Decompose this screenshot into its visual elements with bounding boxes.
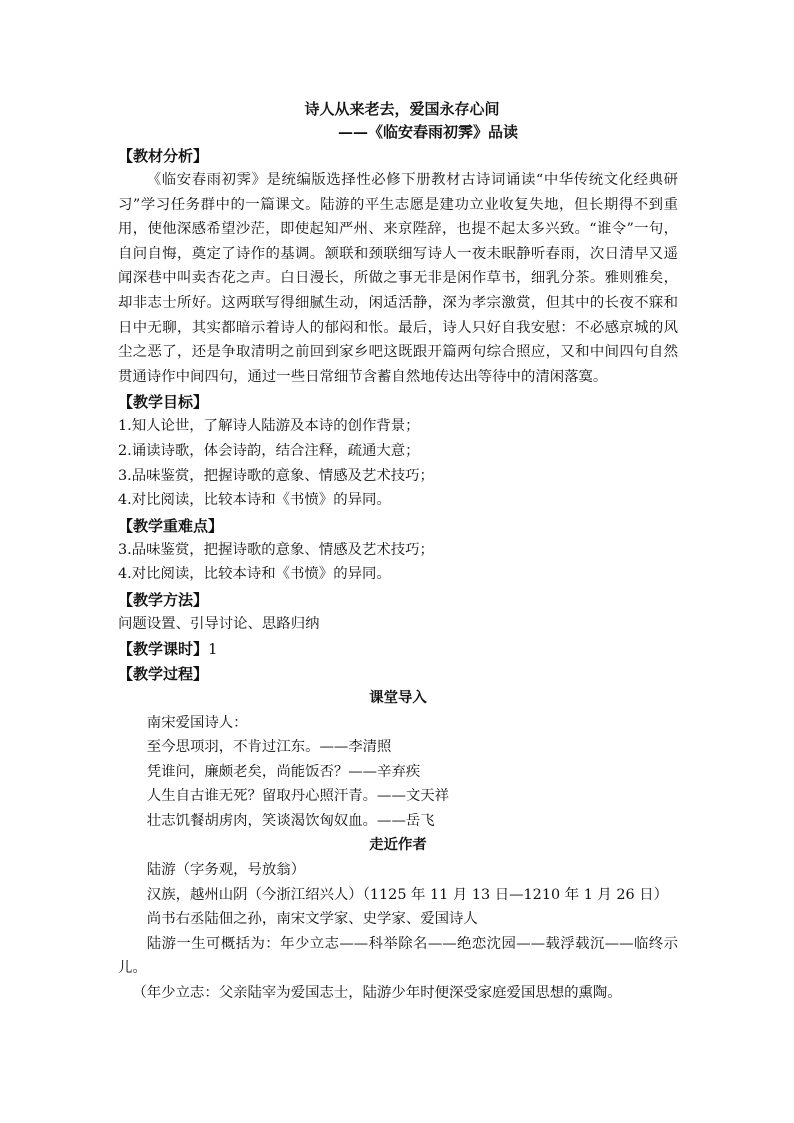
- poem-quote: 壮志饥餐胡虏肉，笑谈渴饮匈奴血。——岳飞: [146, 812, 435, 829]
- section-heading-methods: 【教学方法】: [118, 590, 209, 609]
- key-point-item: 3.品味鉴赏，把握诗歌的意象、情感及艺术技巧；: [118, 541, 434, 558]
- document-subtitle: ——《临安春雨初霁》品读: [337, 123, 518, 141]
- section-heading-key-points: 【教学重难点】: [118, 516, 224, 535]
- subheading-intro: 课堂导入: [369, 688, 427, 706]
- poem-quote: 凭谁问，廉颇老矣，尚能饭否？——辛弃疾: [146, 763, 421, 780]
- hours-value: 1: [208, 639, 218, 658]
- subheading-author: 走近作者: [369, 836, 427, 854]
- poem-quote: 人生自古谁无死？留取丹心照汗青。——文天祥: [146, 788, 450, 805]
- section-heading-hours: [118, 637, 678, 661]
- section-heading-process: 【教学过程】: [118, 664, 209, 683]
- methods-text: 问题设置、引导讨论、思路归纳: [118, 615, 320, 632]
- hours-label: 【教学课时】: [118, 639, 209, 658]
- author-note: （年少立志：父亲陆宰为爱国志士，陆游少年时便深受家庭爱国思想的熏陶。: [132, 985, 622, 1002]
- intro-lead: 南宋爱国诗人：: [146, 714, 248, 731]
- goal-item: 3.品味鉴赏，把握诗歌的意象、情感及艺术技巧；: [118, 467, 434, 484]
- author-line: 陆游（字务观，号放翁）: [146, 862, 306, 879]
- poem-quote: 至今思项羽，不肯过江东。——李清照: [146, 739, 392, 756]
- document-page: [118, 98, 678, 1006]
- goal-item: 1.知人论世，了解诗人陆游及本诗的创作背景；: [118, 418, 420, 435]
- author-summary: 陆游一生可概括为：年少立志——科举除名——绝恋沈园——载浮载沉——临终示儿。: [118, 935, 678, 977]
- author-line: 尚书右丞陆佃之孙，南宋文学家、史学家、爱国诗人: [146, 911, 478, 928]
- goal-item: 4.对比阅读，比较本诗和《书愤》的异同。: [118, 492, 391, 509]
- document-title: 诗人从来老去，爱国永存心间: [304, 100, 500, 118]
- author-line: 汉族，越州山阴（今浙江绍兴人）（1125 年 11 月 13 日—1210 年 1 月 26 日）: [146, 886, 669, 903]
- goal-item: 2.诵读诗歌，体会诗韵，结合注释，疏通大意；: [118, 442, 420, 459]
- section-heading-analysis: 【教材分析】: [118, 147, 209, 165]
- section-heading-goals: 【教学目标】: [118, 393, 209, 412]
- analysis-paragraph: 《临安春雨初霁》是统编版选择性必修下册教材古诗词诵读“中华传统文化经典研习”学习任务群中的一篇课文。陆游的平生志愿是建功立业收复失地，但长期得不到重用，使他深感希望沙茫，即使起知严州、来京陛辞，也提不起太多兴致。“谁令”一句，自问自悔，奠定了诗作的基调。颔联和颈联细写诗人一夜未眠静听春雨，次日清早又遥闻深巷中叫卖杏花之声。白日漫长，所做之事无非是闲作草书，细乳分茶。雅则雅矣，却非志士所好。这两联写得细腻生动，闲适活静，深为孝宗激赏，但其中的长夜不寐和日中无聊，其实都暗示着诗人的郁闷和怅。最后，诗人只好自我安慰：不必感京城的风尘之恶了，还是争取清明之前回到家乡吧这既跟开篇两句综合照应，又和中间四句自然贯通诗作中间四句，通过一些日常细节含蓄自然地传达出等待中的清闲落寞。: [118, 172, 678, 385]
- key-point-item: 4.对比阅读，比较本诗和《书愤》的异同。: [118, 566, 391, 583]
